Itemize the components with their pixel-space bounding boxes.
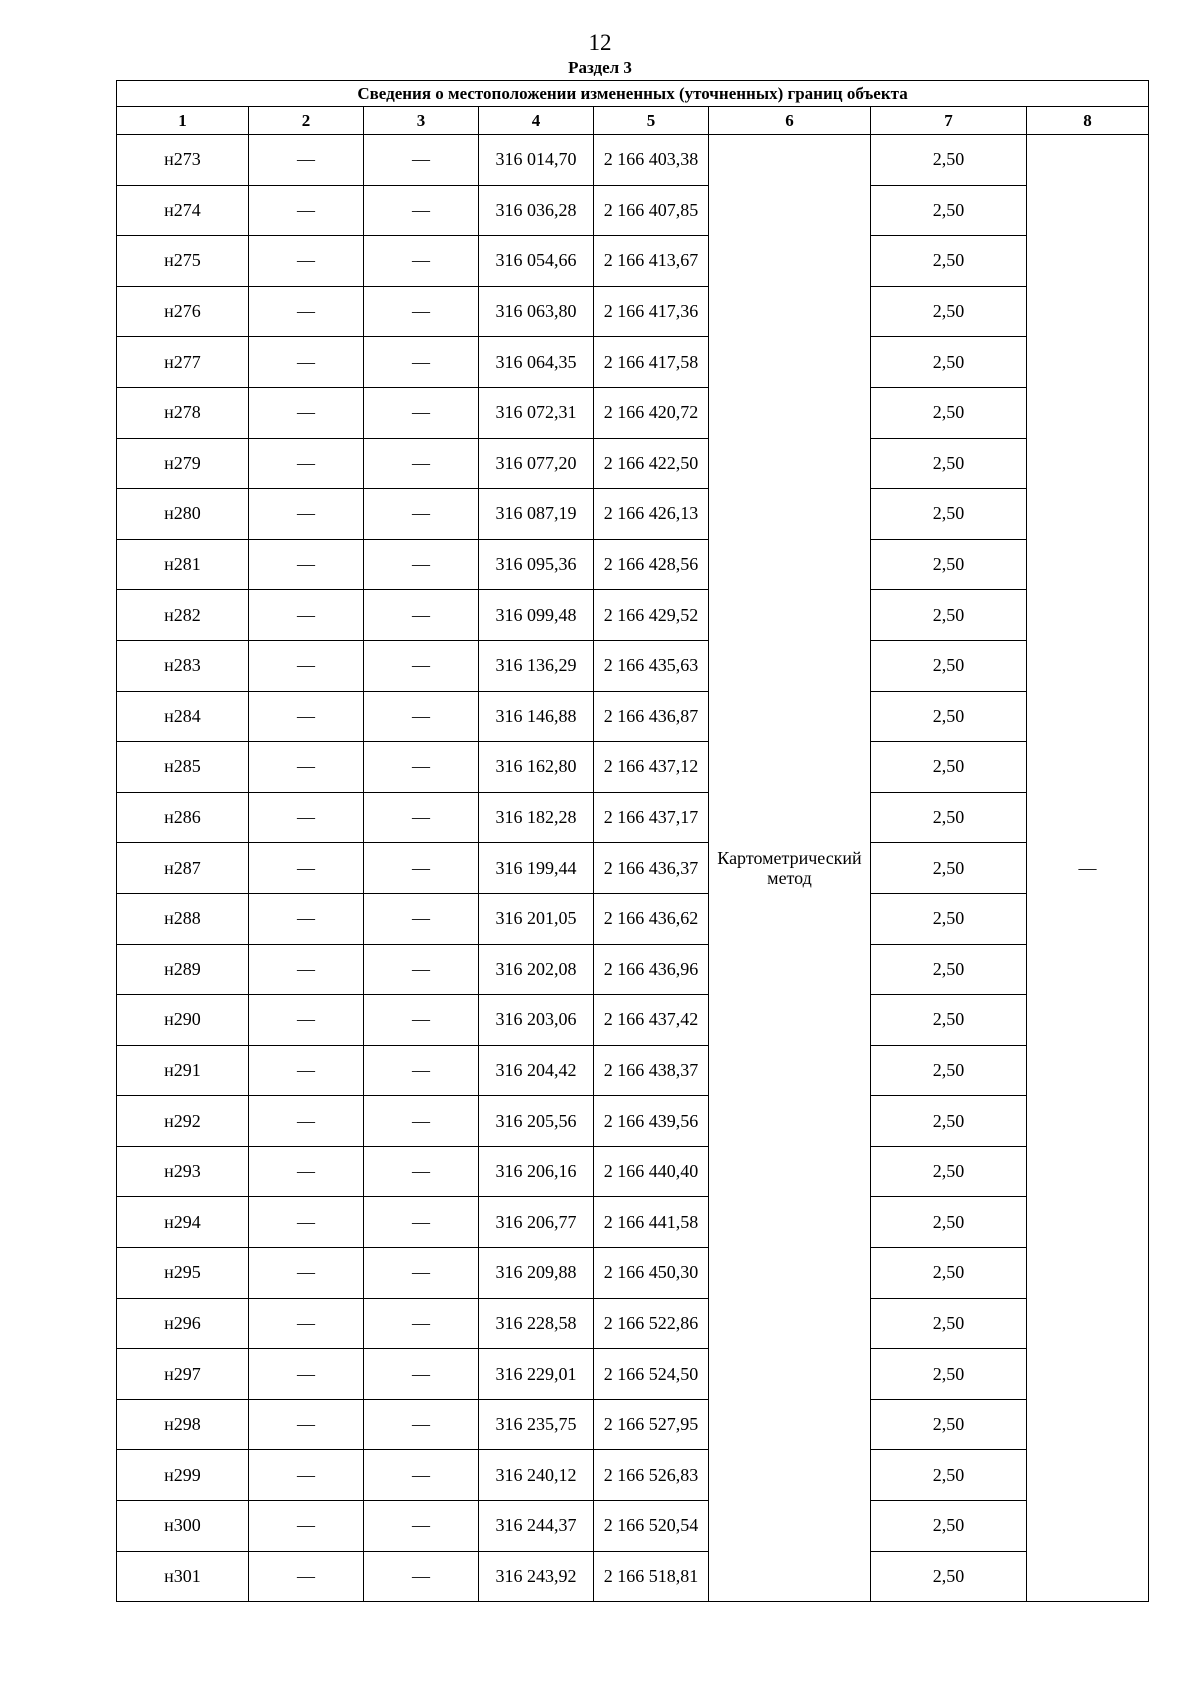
x-coordinate-cell: 316 095,36 (479, 539, 594, 590)
y-coordinate-cell: 2 166 429,52 (594, 590, 709, 641)
column-2-cell: — (249, 387, 364, 438)
table-row (117, 1349, 1149, 1400)
point-name-cell: н291 (117, 1045, 249, 1096)
column-3-cell: — (364, 286, 479, 337)
accuracy-cell: 2,50 (871, 1146, 1027, 1197)
column-2-cell: — (249, 691, 364, 742)
accuracy-cell: 2,50 (871, 539, 1027, 590)
column-2-cell: — (249, 489, 364, 540)
accuracy-cell: 2,50 (871, 590, 1027, 641)
accuracy-cell: 2,50 (871, 640, 1027, 691)
accuracy-cell: 2,50 (871, 1501, 1027, 1552)
column-3-cell: — (364, 944, 479, 995)
table-row (117, 590, 1149, 641)
x-coordinate-cell: 316 064,35 (479, 337, 594, 388)
table-caption: Сведения о местоположении измененных (уточненных) границ объекта (117, 81, 1149, 107)
column-3-cell: — (364, 135, 479, 186)
y-coordinate-cell: 2 166 437,17 (594, 792, 709, 843)
accuracy-cell: 2,50 (871, 742, 1027, 793)
x-coordinate-cell: 316 162,80 (479, 742, 594, 793)
column-2-cell: — (249, 742, 364, 793)
table-row (117, 337, 1149, 388)
y-coordinate-cell: 2 166 518,81 (594, 1551, 709, 1602)
point-name-cell: н296 (117, 1298, 249, 1349)
column-header-6: 6 (709, 107, 871, 135)
point-name-cell: н300 (117, 1501, 249, 1552)
x-coordinate-cell: 316 036,28 (479, 185, 594, 236)
column-2-cell: — (249, 1399, 364, 1450)
accuracy-cell: 2,50 (871, 438, 1027, 489)
table-row (117, 995, 1149, 1046)
y-coordinate-cell: 2 166 420,72 (594, 387, 709, 438)
column-3-cell: — (364, 1450, 479, 1501)
accuracy-cell: 2,50 (871, 185, 1027, 236)
x-coordinate-cell: 316 206,77 (479, 1197, 594, 1248)
accuracy-cell: 2,50 (871, 792, 1027, 843)
column-2-cell: — (249, 944, 364, 995)
x-coordinate-cell: 316 244,37 (479, 1501, 594, 1552)
y-coordinate-cell: 2 166 413,67 (594, 236, 709, 287)
table-row (117, 1146, 1149, 1197)
column-8-cell: — (1027, 135, 1149, 1602)
point-name-cell: н287 (117, 843, 249, 894)
table-row (117, 1501, 1149, 1552)
column-2-cell: — (249, 792, 364, 843)
x-coordinate-cell: 316 206,16 (479, 1146, 594, 1197)
point-name-cell: н277 (117, 337, 249, 388)
x-coordinate-cell: 316 235,75 (479, 1399, 594, 1450)
y-coordinate-cell: 2 166 422,50 (594, 438, 709, 489)
column-2-cell: — (249, 135, 364, 186)
column-header-2: 2 (249, 107, 364, 135)
table-caption-row (117, 81, 1149, 107)
point-name-cell: н290 (117, 995, 249, 1046)
accuracy-cell: 2,50 (871, 691, 1027, 742)
y-coordinate-cell: 2 166 520,54 (594, 1501, 709, 1552)
accuracy-cell: 2,50 (871, 1551, 1027, 1602)
y-coordinate-cell: 2 166 407,85 (594, 185, 709, 236)
column-header-1: 1 (117, 107, 249, 135)
x-coordinate-cell: 316 203,06 (479, 995, 594, 1046)
column-2-cell: — (249, 1349, 364, 1400)
column-2-cell: — (249, 1450, 364, 1501)
accuracy-cell: 2,50 (871, 135, 1027, 186)
x-coordinate-cell: 316 240,12 (479, 1450, 594, 1501)
y-coordinate-cell: 2 166 527,95 (594, 1399, 709, 1450)
x-coordinate-cell: 316 204,42 (479, 1045, 594, 1096)
x-coordinate-cell: 316 063,80 (479, 286, 594, 337)
column-3-cell: — (364, 1501, 479, 1552)
x-coordinate-cell: 316 072,31 (479, 387, 594, 438)
column-3-cell: — (364, 691, 479, 742)
table-row (117, 489, 1149, 540)
accuracy-cell: 2,50 (871, 995, 1027, 1046)
column-3-cell: — (364, 893, 479, 944)
x-coordinate-cell: 316 014,70 (479, 135, 594, 186)
x-coordinate-cell: 316 077,20 (479, 438, 594, 489)
column-header-7: 7 (871, 107, 1027, 135)
point-name-cell: н283 (117, 640, 249, 691)
column-2-cell: — (249, 640, 364, 691)
column-3-cell: — (364, 185, 479, 236)
column-3-cell: — (364, 843, 479, 894)
column-2-cell: — (249, 1501, 364, 1552)
y-coordinate-cell: 2 166 428,56 (594, 539, 709, 590)
column-2-cell: — (249, 1248, 364, 1299)
column-2-cell: — (249, 236, 364, 287)
accuracy-cell: 2,50 (871, 944, 1027, 995)
y-coordinate-cell: 2 166 403,38 (594, 135, 709, 186)
table-row (117, 1551, 1149, 1602)
y-coordinate-cell: 2 166 524,50 (594, 1349, 709, 1400)
column-2-cell: — (249, 1045, 364, 1096)
column-3-cell: — (364, 438, 479, 489)
table-row (117, 893, 1149, 944)
column-3-cell: — (364, 742, 479, 793)
point-name-cell: н276 (117, 286, 249, 337)
x-coordinate-cell: 316 229,01 (479, 1349, 594, 1400)
x-coordinate-cell: 316 243,92 (479, 1551, 594, 1602)
point-name-cell: н299 (117, 1450, 249, 1501)
method-cell: Картометрический метод (709, 135, 871, 1602)
column-3-cell: — (364, 539, 479, 590)
y-coordinate-cell: 2 166 526,83 (594, 1450, 709, 1501)
accuracy-cell: 2,50 (871, 1349, 1027, 1400)
accuracy-cell: 2,50 (871, 1298, 1027, 1349)
column-3-cell: — (364, 1349, 479, 1400)
accuracy-cell: 2,50 (871, 489, 1027, 540)
section-title: Раздел 3 (568, 58, 632, 77)
x-coordinate-cell: 316 201,05 (479, 893, 594, 944)
table-row (117, 135, 1149, 186)
accuracy-cell: 2,50 (871, 1248, 1027, 1299)
column-2-cell: — (249, 1197, 364, 1248)
point-name-cell: н275 (117, 236, 249, 287)
table-row (117, 691, 1149, 742)
column-3-cell: — (364, 1197, 479, 1248)
column-2-cell: — (249, 185, 364, 236)
y-coordinate-cell: 2 166 436,37 (594, 843, 709, 894)
table-row (117, 236, 1149, 287)
column-3-cell: — (364, 337, 479, 388)
column-2-cell: — (249, 337, 364, 388)
point-name-cell: н301 (117, 1551, 249, 1602)
boundary-coordinates-table (116, 80, 1149, 1602)
point-name-cell: н274 (117, 185, 249, 236)
point-name-cell: н297 (117, 1349, 249, 1400)
table-row (117, 843, 1149, 894)
table-row (117, 1248, 1149, 1299)
point-name-cell: н298 (117, 1399, 249, 1450)
column-3-cell: — (364, 489, 479, 540)
column-2-cell: — (249, 843, 364, 894)
table-row (117, 185, 1149, 236)
accuracy-cell: 2,50 (871, 893, 1027, 944)
y-coordinate-cell: 2 166 436,62 (594, 893, 709, 944)
accuracy-cell: 2,50 (871, 387, 1027, 438)
accuracy-cell: 2,50 (871, 1399, 1027, 1450)
accuracy-cell: 2,50 (871, 1450, 1027, 1501)
column-3-cell: — (364, 1399, 479, 1450)
point-name-cell: н292 (117, 1096, 249, 1147)
column-2-cell: — (249, 995, 364, 1046)
point-name-cell: н280 (117, 489, 249, 540)
column-2-cell: — (249, 1146, 364, 1197)
table-row (117, 1399, 1149, 1450)
x-coordinate-cell: 316 202,08 (479, 944, 594, 995)
table-row (117, 640, 1149, 691)
table-body (117, 135, 1149, 1602)
column-header-4: 4 (479, 107, 594, 135)
column-3-cell: — (364, 236, 479, 287)
table-row (117, 286, 1149, 337)
point-name-cell: н286 (117, 792, 249, 843)
column-3-cell: — (364, 1045, 479, 1096)
point-name-cell: н284 (117, 691, 249, 742)
column-3-cell: — (364, 1096, 479, 1147)
point-name-cell: н285 (117, 742, 249, 793)
x-coordinate-cell: 316 087,19 (479, 489, 594, 540)
y-coordinate-cell: 2 166 417,58 (594, 337, 709, 388)
table-row (117, 1197, 1149, 1248)
column-3-cell: — (364, 1146, 479, 1197)
x-coordinate-cell: 316 099,48 (479, 590, 594, 641)
accuracy-cell: 2,50 (871, 236, 1027, 287)
y-coordinate-cell: 2 166 435,63 (594, 640, 709, 691)
table-row (117, 1298, 1149, 1349)
table-row (117, 742, 1149, 793)
column-2-cell: — (249, 539, 364, 590)
y-coordinate-cell: 2 166 439,56 (594, 1096, 709, 1147)
column-3-cell: — (364, 640, 479, 691)
x-coordinate-cell: 316 209,88 (479, 1248, 594, 1299)
page-number: 12 (588, 30, 612, 55)
column-3-cell: — (364, 590, 479, 641)
column-2-cell: — (249, 1298, 364, 1349)
accuracy-cell: 2,50 (871, 286, 1027, 337)
y-coordinate-cell: 2 166 436,96 (594, 944, 709, 995)
y-coordinate-cell: 2 166 441,58 (594, 1197, 709, 1248)
table-row (117, 1045, 1149, 1096)
column-3-cell: — (364, 1551, 479, 1602)
column-header-5: 5 (594, 107, 709, 135)
accuracy-cell: 2,50 (871, 337, 1027, 388)
x-coordinate-cell: 316 136,29 (479, 640, 594, 691)
column-3-cell: — (364, 1248, 479, 1299)
column-2-cell: — (249, 286, 364, 337)
column-2-cell: — (249, 1096, 364, 1147)
y-coordinate-cell: 2 166 437,42 (594, 995, 709, 1046)
x-coordinate-cell: 316 199,44 (479, 843, 594, 894)
y-coordinate-cell: 2 166 438,37 (594, 1045, 709, 1096)
point-name-cell: н273 (117, 135, 249, 186)
column-2-cell: — (249, 893, 364, 944)
column-3-cell: — (364, 995, 479, 1046)
table-row (117, 792, 1149, 843)
column-header-3: 3 (364, 107, 479, 135)
point-name-cell: н295 (117, 1248, 249, 1299)
x-coordinate-cell: 316 205,56 (479, 1096, 594, 1147)
column-2-cell: — (249, 1551, 364, 1602)
accuracy-cell: 2,50 (871, 1045, 1027, 1096)
x-coordinate-cell: 316 228,58 (479, 1298, 594, 1349)
y-coordinate-cell: 2 166 426,13 (594, 489, 709, 540)
table-row (117, 539, 1149, 590)
y-coordinate-cell: 2 166 437,12 (594, 742, 709, 793)
y-coordinate-cell: 2 166 417,36 (594, 286, 709, 337)
table-row (117, 944, 1149, 995)
y-coordinate-cell: 2 166 450,30 (594, 1248, 709, 1299)
point-name-cell: н278 (117, 387, 249, 438)
column-header-8: 8 (1027, 107, 1149, 135)
column-number-row (117, 107, 1149, 135)
x-coordinate-cell: 316 146,88 (479, 691, 594, 742)
table-row (117, 387, 1149, 438)
accuracy-cell: 2,50 (871, 1096, 1027, 1147)
column-3-cell: — (364, 387, 479, 438)
table-row (117, 1096, 1149, 1147)
y-coordinate-cell: 2 166 436,87 (594, 691, 709, 742)
x-coordinate-cell: 316 054,66 (479, 236, 594, 287)
point-name-cell: н281 (117, 539, 249, 590)
column-3-cell: — (364, 1298, 479, 1349)
table-row (117, 1450, 1149, 1501)
point-name-cell: н294 (117, 1197, 249, 1248)
column-2-cell: — (249, 590, 364, 641)
y-coordinate-cell: 2 166 522,86 (594, 1298, 709, 1349)
column-2-cell: — (249, 438, 364, 489)
accuracy-cell: 2,50 (871, 1197, 1027, 1248)
point-name-cell: н289 (117, 944, 249, 995)
accuracy-cell: 2,50 (871, 843, 1027, 894)
y-coordinate-cell: 2 166 440,40 (594, 1146, 709, 1197)
table-row (117, 438, 1149, 489)
x-coordinate-cell: 316 182,28 (479, 792, 594, 843)
column-3-cell: — (364, 792, 479, 843)
point-name-cell: н279 (117, 438, 249, 489)
point-name-cell: н282 (117, 590, 249, 641)
point-name-cell: н293 (117, 1146, 249, 1197)
point-name-cell: н288 (117, 893, 249, 944)
